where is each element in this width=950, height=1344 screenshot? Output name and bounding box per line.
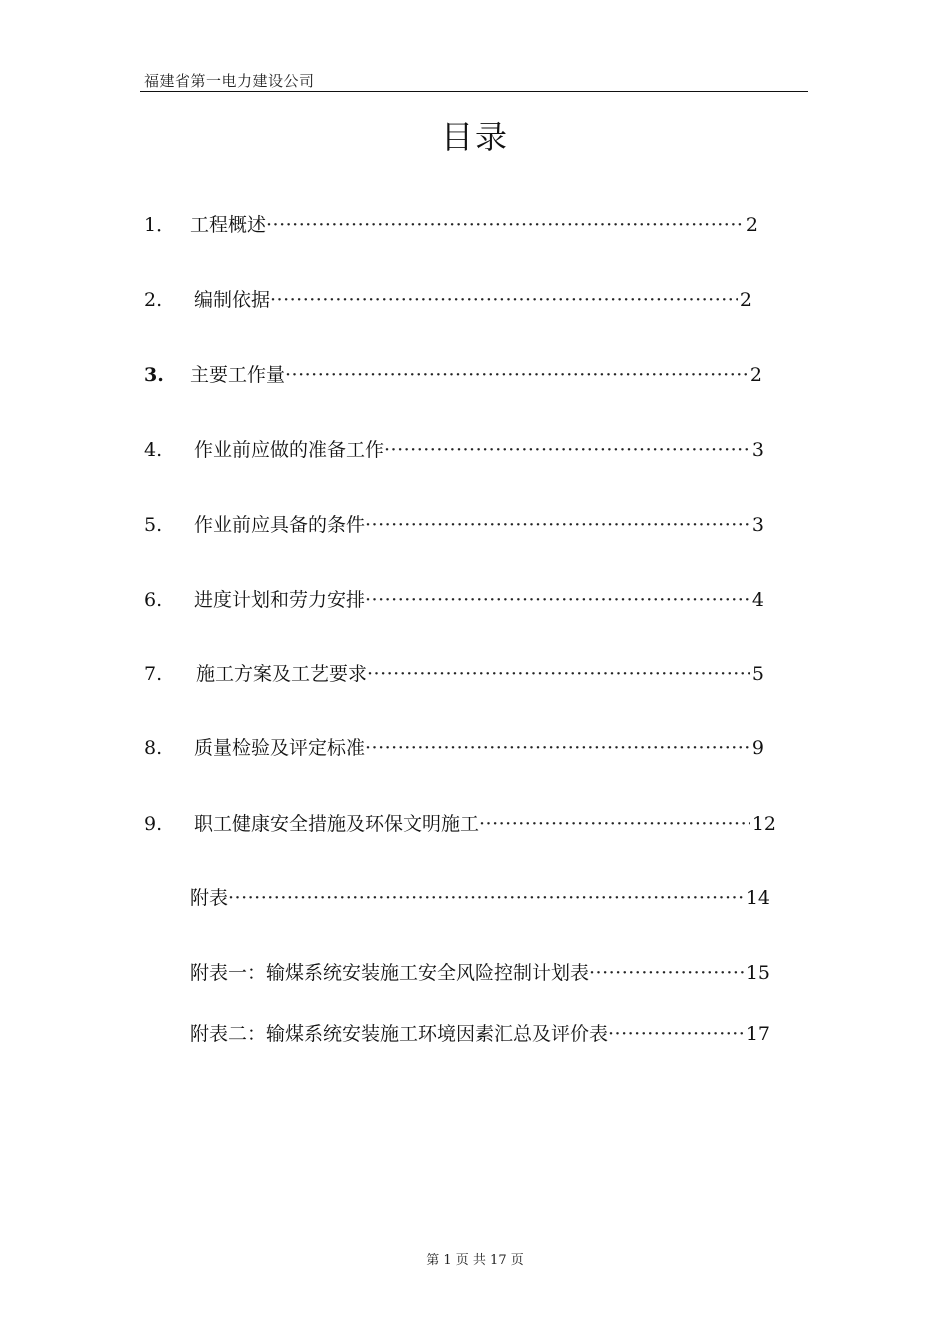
toc-number: 2. [144,289,163,311]
toc-number: 3. [144,364,164,386]
toc-label: 质量检验及评定标准 [194,737,366,759]
toc-leader-dots [365,589,750,611]
toc-page-number: 2 [749,364,762,386]
toc-leader-dots [479,813,750,835]
header-company-name: 福建省第一电力建设公司 [144,72,315,90]
toc-page-number: 2 [745,214,758,236]
toc-entry-3[interactable] [144,360,762,387]
toc-entry-4[interactable] [144,435,764,462]
toc-entry-9[interactable] [144,809,776,836]
toc-leader-dots [285,364,748,386]
toc-number: 8. [144,737,163,759]
toc-label: 主要工作量 [190,364,286,386]
toc-leader-dots [608,1023,744,1045]
toc-leader-dots [228,887,744,909]
toc-label: 工程概述 [190,214,267,236]
toc-page-number: 5 [751,663,764,685]
toc-page-number: 9 [751,737,764,759]
toc-label: 附表 [190,887,229,909]
toc-label: 施工方案及工艺要求 [196,663,368,685]
toc-label: 附表一：输煤系统安装施工安全风险控制计划表 [190,962,590,984]
toc-page-number: 15 [745,962,770,984]
toc-leader-dots [589,962,744,984]
toc-number: 9. [144,813,163,835]
toc-leader-dots [365,737,750,759]
toc-label: 职工健康安全措施及环保文明施工 [194,813,480,835]
toc-number: 1． [144,214,176,236]
toc-page-number: 3 [751,514,764,536]
toc-entry-appendix[interactable] [190,883,770,910]
toc-label: 编制依据 [194,289,271,311]
toc-entry-appendix-1[interactable] [190,958,770,985]
toc-number: 4. [144,439,163,461]
toc-leader-dots [270,289,738,311]
toc-entry-appendix-2[interactable] [190,1019,770,1046]
toc-entry-8[interactable] [144,733,764,760]
toc-number: 6. [144,589,163,611]
page-footer: 第 1 页 共 17 页 [426,1253,524,1268]
toc-page-number: 3 [751,439,764,461]
toc-page-number: 12 [751,813,776,835]
toc-leader-dots [367,663,750,685]
toc-entry-2[interactable] [144,285,752,312]
toc-entry-6[interactable] [144,585,764,612]
toc-entry-7[interactable] [144,659,764,686]
toc-page-number: 17 [745,1023,770,1045]
toc-page-number: 2 [739,289,752,311]
toc-leader-dots [384,439,750,461]
toc-leader-dots [365,514,750,536]
toc-label: 作业前应做的准备工作 [194,439,385,461]
toc-label: 作业前应具备的条件 [194,514,366,536]
toc-label: 附表二：输煤系统安装施工环境因素汇总及评价表 [190,1023,609,1045]
toc-label: 进度计划和劳力安排 [194,589,366,611]
toc-number: 7. [144,663,163,685]
toc-number: 5. [144,514,163,536]
header-divider [140,91,808,92]
toc-entry-5[interactable] [144,510,764,537]
toc-page-number: 14 [745,887,770,909]
toc-leader-dots [266,214,744,236]
toc-entry-1[interactable] [144,210,758,237]
page-title: 目录 [440,118,509,156]
toc-page-number: 4 [751,589,764,611]
